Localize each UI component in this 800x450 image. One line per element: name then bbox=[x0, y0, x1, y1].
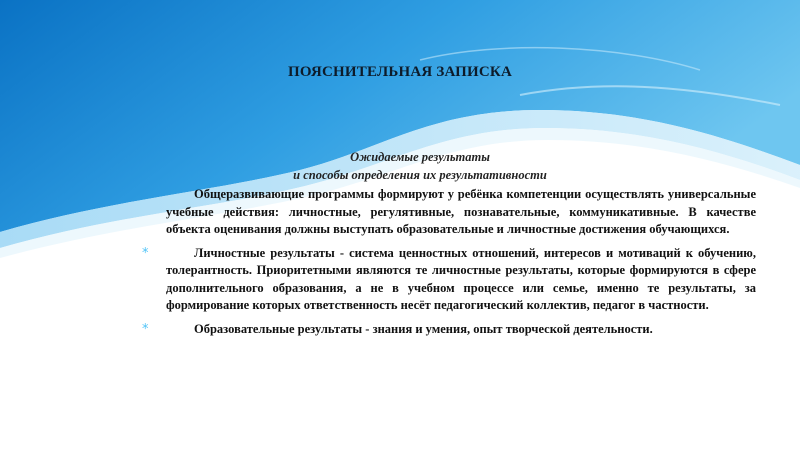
slide-title: ПОЯСНИТЕЛЬНАЯ ЗАПИСКА bbox=[287, 64, 513, 80]
bullet-item-personal-results bbox=[142, 245, 756, 315]
bullet-text: Личностные результаты - система ценностных отношений, интересов и мотиваций к обучению, толерантность. Приоритетными являются те личностные результаты, которые формируются в сфере дополнительного образования, а не в учебном процессе или семье, именно те результаты, за формирование которых ответственность несёт педагогический коллектив, педагог в частности. bbox=[166, 245, 756, 312]
asterisk-bullet-icon: * bbox=[142, 321, 149, 337]
intro-paragraph: Общеразвивающие программы формируют у ребёнка компетенции осуществлять универсальные учебные действия: личностные, регулятивные, познавательные, коммуникативные. В качестве объекта оценивания должны выступать образовательные и личностные достижения обучающихся. bbox=[166, 187, 756, 236]
bullet-item-educational-results bbox=[142, 321, 756, 339]
bullet-text: Образовательные результаты - знания и умения, опыт творческой деятельности. bbox=[194, 321, 653, 336]
asterisk-bullet-icon: * bbox=[142, 245, 149, 261]
section-subtitle-line2: и способы определения их результативности bbox=[293, 168, 547, 182]
slide-body bbox=[142, 186, 756, 338]
section-subtitle-line1: Ожидаемые результаты bbox=[350, 150, 490, 164]
